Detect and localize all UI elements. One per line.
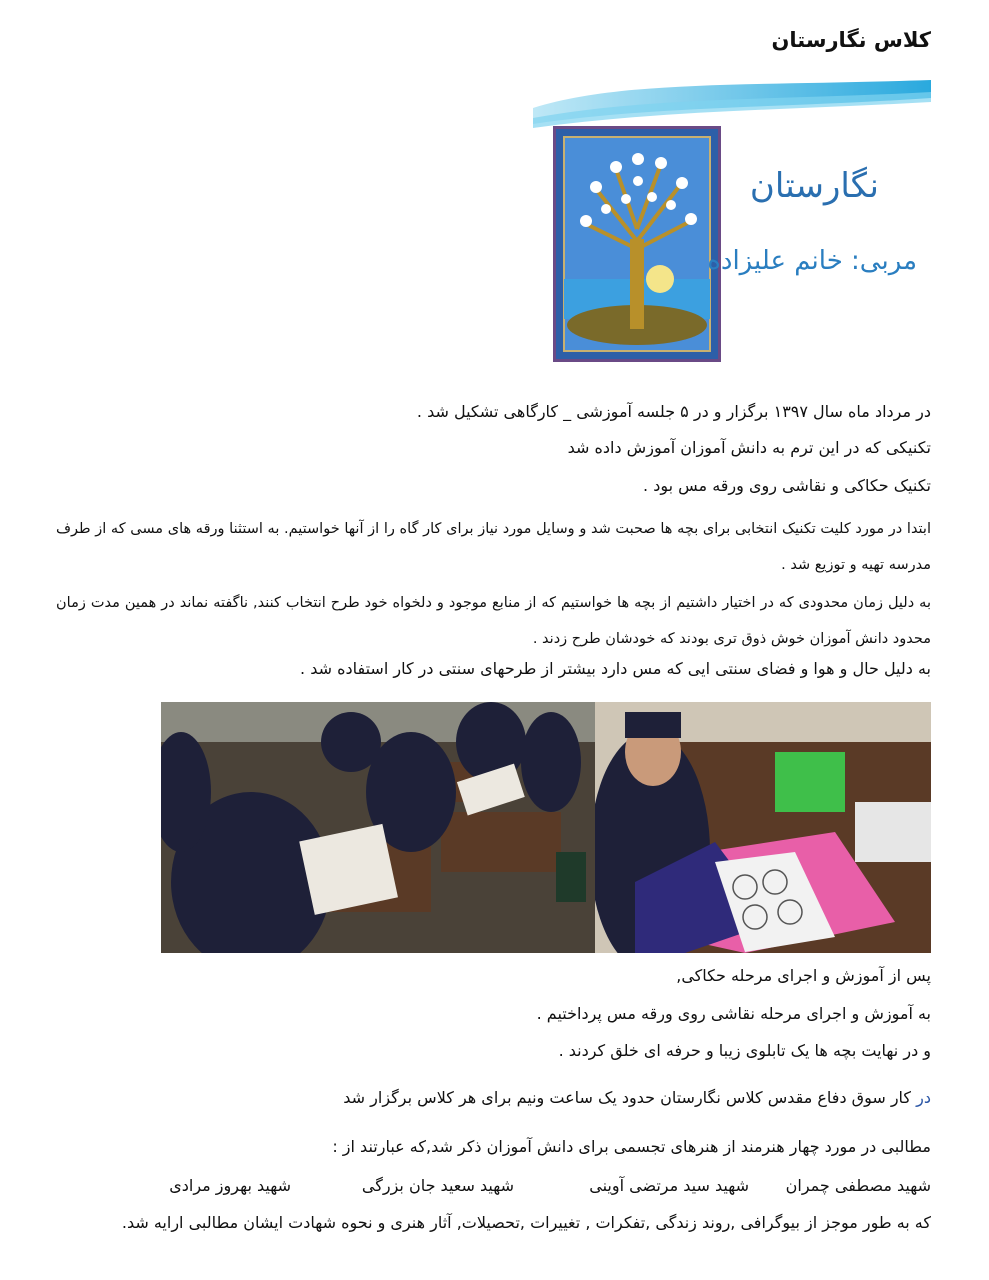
martyr-item: شهید سعید جان بزرگی [361, 1176, 514, 1195]
paragraph-8: به آموزش و اجرای مرحله نقاشی روی ورقه مس پرداختیم . [536, 1004, 931, 1023]
paragraph-10-text: کار سوق دفاع مقدس کلاس نگارستان حدود یک ساعت ونیم برای هر کلاس برگزار شد [343, 1088, 917, 1107]
page-title: کلاس نگارستان [771, 28, 931, 52]
paragraph-5: به دلیل زمان محدودی که در اختیار داشتیم از بچه ها خواستیم که از منابع موجود و دلخواه خود طرح انتخاب کنند, ناگفته نماند در همین مدت زمان محدود دانش آموزان خوش ذوق تری بودند که خودشان طرح زدند . [56, 595, 931, 647]
banner-wave-decoration [533, 80, 931, 130]
paragraph-6: به دلیل حال و هوا و فضای سنتی ایی که مس دارد بیشتر از طرحهای سنتی در کار استفاده شد . [300, 659, 931, 678]
paragraph-2: تکنیکی که در این ترم به دانش آموزان آموزش داده شد [567, 438, 931, 457]
paragraph-12: که به طور موجز از بیوگرافی ,روند زندگی ,تفکرات , تغییرات ,تحصیلات, آثار هنری و نحوه شهادت ایشان مطالبی ارایه شد. [121, 1213, 931, 1232]
paragraph-10-prefix: در [916, 1088, 931, 1107]
paragraph-7: پس از آموزش و اجرای مرحله حکاکی, [676, 966, 931, 985]
paragraph-1: در مرداد ماه سال ۱۳۹۷ برگزار و در ۵ جلسه آموزشی _ کارگاهی تشکیل شد . [416, 402, 931, 421]
paragraph-11: مطالبی در مورد چهار هنرمند از هنرهای تجسمی برای دانش آموزان ذکر شد,که عبارتند از : [332, 1137, 931, 1156]
martyrs-list [170, 1176, 931, 1198]
martyr-item: شهید سید مرتضی آوینی [589, 1176, 749, 1195]
nagarestan-banner-image [533, 80, 931, 376]
paragraph-10 [343, 1088, 931, 1108]
paragraph-9: و در نهایت بچه ها یک تابلوی زیبا و حرفه ای خلق کردند . [558, 1041, 931, 1060]
martyr-item: شهید مصطفی چمران [785, 1176, 931, 1195]
stained-glass-tree-artwork [553, 126, 721, 362]
tree-icon [556, 129, 718, 359]
banner-title: نگارستان [749, 166, 879, 206]
paragraph-3: تکنیک حکاکی و نقاشی روی ورقه مس بود . [643, 476, 931, 495]
classroom-photo-students-drawing [161, 702, 595, 953]
banner-instructor: مربی: خانم علیزاده [707, 246, 917, 276]
martyr-item: شهید بهروز مرادی [169, 1176, 291, 1195]
classroom-photo-copper-design [595, 702, 931, 953]
paragraph-4: ابتدا در مورد کلیت تکنیک انتخابی برای بچه ها صحبت شد و وسایل مورد نیاز برای کار گاه را از آنها خواستیم. به استثنا ورقه های مسی که از طرف مدرسه تهیه و توزیع شد . [56, 521, 931, 573]
